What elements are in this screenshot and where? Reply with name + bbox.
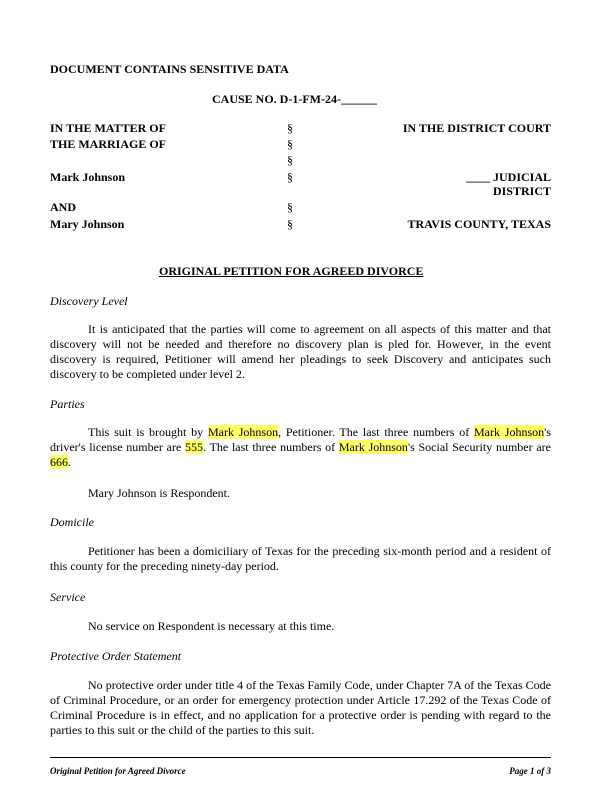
- protective-order-text: No protective order under title 4 of the Texas Family Code, under Chapter 7A of the Texas Code of Criminal Procedure, or an order for emergency protection under Article 17.292 of the Texas Code of Criminal Procedure is in effect, and no application for a protective order is pending with regard to the parties to this suit or the child of the parties to this suit.: [50, 678, 551, 737]
- section-heading-service: Service: [50, 590, 86, 604]
- section-symbol: §: [287, 170, 293, 184]
- protective-order-paragraph: [50, 678, 551, 738]
- cause-number-blank: ______: [340, 92, 377, 106]
- parties-paragraph: [50, 425, 551, 470]
- parties-text: [50, 425, 551, 470]
- cause-number-prefix: CAUSE NO. D-1-FM-24-: [212, 92, 341, 106]
- discovery-paragraph: [50, 322, 551, 382]
- discovery-text: It is anticipated that the parties will come to agreement on all aspects of this matter and that discovery will not be needed and therefore no discovery plan is pled for. However, in the event discovery is required, Petitioner will amend her pleadings to seek Discovery and anticipates such discovery to be completed under level 2.: [50, 322, 551, 381]
- section-heading-discovery: Discovery Level: [50, 294, 128, 308]
- document-title: ORIGINAL PETITION FOR AGREED DIVORCE: [159, 264, 424, 278]
- parties-text-segment: 's driver's license number are: [50, 425, 551, 454]
- caption-and: AND: [50, 200, 76, 214]
- caption-matter-line: IN THE MATTER OF: [50, 121, 166, 135]
- section-symbol: §: [287, 137, 293, 151]
- sensitive-data-notice: DOCUMENT CONTAINS SENSITIVE DATA: [50, 62, 289, 76]
- caption-district: DISTRICT: [492, 184, 551, 198]
- parties-text-segment: .: [68, 455, 71, 469]
- ssn-digits-highlight: 666: [50, 455, 68, 469]
- caption-party-petitioner: Mark Johnson: [50, 170, 126, 184]
- section-symbol: §: [287, 153, 293, 167]
- caption-marriage-line: THE MARRIAGE OF: [50, 137, 167, 151]
- parties-text-segment: . The last three numbers of: [203, 440, 339, 454]
- judicial-number-blank: ____: [465, 170, 490, 184]
- service-text: No service on Respondent is necessary at this time.: [88, 619, 335, 633]
- section-heading-domicile: Domicile: [50, 515, 94, 529]
- footer-document-title: Original Petition for Agreed Divorce: [50, 766, 186, 776]
- parties-text-segment: This suit is brought by: [88, 425, 208, 439]
- caption-county: TRAVIS COUNTY, TEXAS: [407, 217, 551, 231]
- caption-court: IN THE DISTRICT COURT: [402, 121, 551, 135]
- petitioner-name-highlight: Mark Johnson: [207, 425, 279, 439]
- service-paragraph: [50, 619, 551, 634]
- section-heading-parties: Parties: [50, 397, 85, 411]
- domicile-paragraph: [50, 544, 551, 574]
- footer-page-number: Page 1 of 3: [509, 766, 551, 776]
- license-digits-highlight: 555: [185, 440, 204, 454]
- respondent-text: Mary Johnson is Respondent.: [88, 486, 230, 500]
- respondent-paragraph: [50, 486, 551, 501]
- section-heading-protective-order: Protective Order Statement: [50, 649, 182, 663]
- parties-text-segment: , Petitioner. The last three numbers of: [278, 425, 475, 439]
- judicial-label: JUDICIAL: [492, 170, 551, 184]
- petitioner-name-highlight: Mark Johnson: [338, 440, 408, 454]
- caption-party-respondent: Mary Johnson: [50, 217, 125, 231]
- section-symbol: §: [287, 121, 293, 135]
- cause-number: [212, 92, 377, 107]
- section-symbol: §: [287, 217, 293, 231]
- section-symbol: §: [287, 200, 293, 214]
- caption-judicial: [466, 170, 551, 185]
- parties-text-segment: 's Social Security number are: [407, 440, 551, 454]
- petitioner-name-highlight: Mark Johnson: [474, 425, 545, 439]
- footer-divider: [50, 757, 551, 758]
- domicile-text: Petitioner has been a domiciliary of Texas for the preceding six-month period and a resident of this county for the preceding ninety-day period.: [50, 544, 551, 573]
